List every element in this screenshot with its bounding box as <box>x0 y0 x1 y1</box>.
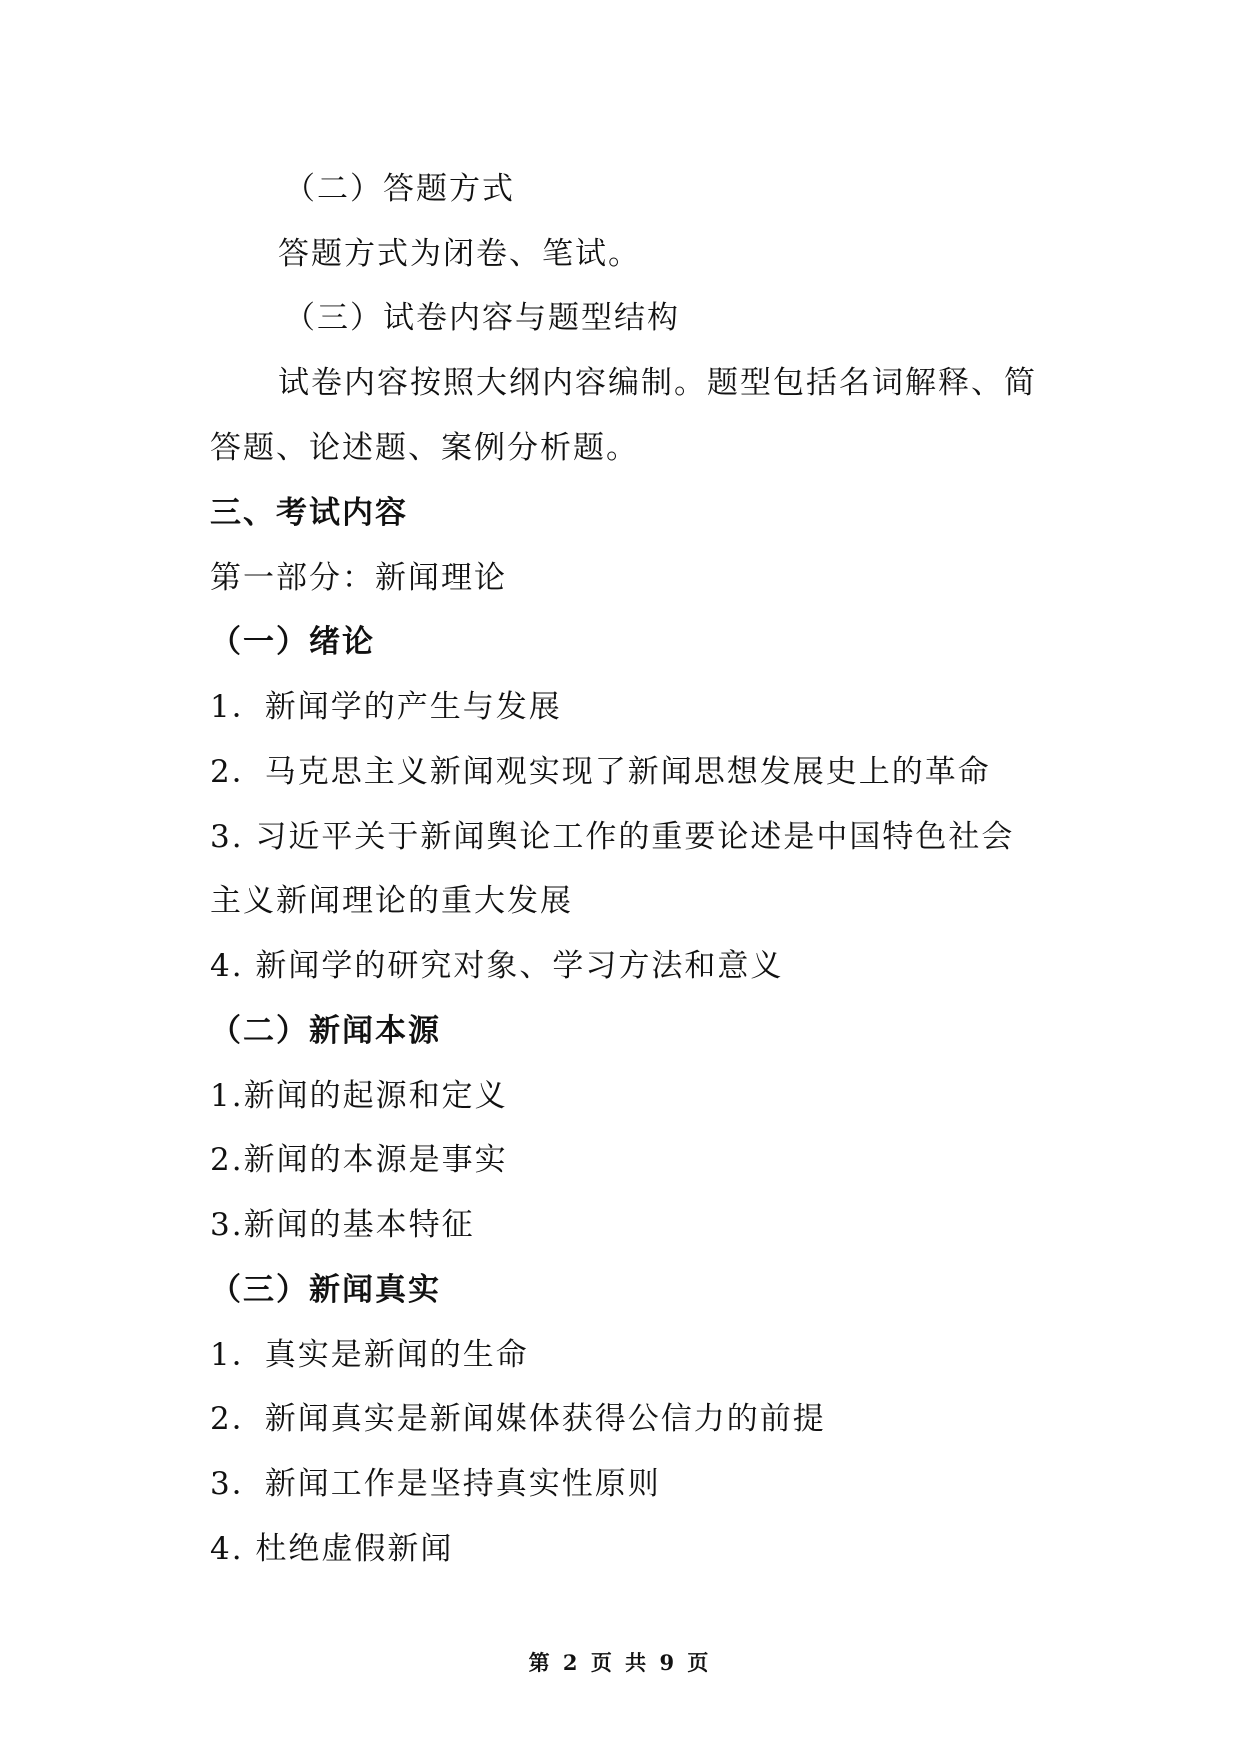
chapter-heading-introduction: （一）绪论 <box>210 624 375 660</box>
list-item: 3.新闻的基本特征 <box>210 1207 475 1243</box>
list-item: 3．新闻工作是坚持真实性原则 <box>210 1466 661 1502</box>
list-item-continuation: 主义新闻理论的重大发展 <box>210 883 573 919</box>
chapter-heading-news-origin: （二）新闻本源 <box>210 1013 441 1049</box>
list-item: 3. 习近平关于新闻舆论工作的重要论述是中国特色社会 <box>210 819 1015 855</box>
list-item: 1.新闻的起源和定义 <box>210 1078 508 1114</box>
list-item: 2．新闻真实是新闻媒体获得公信力的前提 <box>210 1401 826 1437</box>
list-item: 4. 新闻学的研究对象、学习方法和意义 <box>210 948 784 984</box>
subsection-heading-answer-method: （二）答题方式 <box>284 171 515 207</box>
paragraph-answer-method: 答题方式为闭卷、笔试。 <box>278 236 641 272</box>
paragraph-paper-content-line-2: 答题、论述题、案例分析题。 <box>210 430 639 466</box>
part-heading-news-theory: 第一部分：新闻理论 <box>210 560 507 596</box>
list-item: 4. 杜绝虚假新闻 <box>210 1531 454 1567</box>
subsection-heading-paper-structure: （三）试卷内容与题型结构 <box>284 300 680 336</box>
list-item: 1．真实是新闻的生命 <box>210 1337 529 1373</box>
page-number-footer: 第 2 页 共 9 页 <box>528 1650 712 1675</box>
chapter-heading-news-truth: （三）新闻真实 <box>210 1272 441 1308</box>
list-item: 2.新闻的本源是事实 <box>210 1142 508 1178</box>
list-item: 2．马克思主义新闻观实现了新闻思想发展史上的革命 <box>210 754 991 790</box>
list-item: 1．新闻学的产生与发展 <box>210 689 562 725</box>
section-heading-exam-content: 三、考试内容 <box>210 495 408 531</box>
paragraph-paper-content-line-1: 试卷内容按照大纲内容编制。题型包括名词解释、简 <box>278 365 1037 401</box>
